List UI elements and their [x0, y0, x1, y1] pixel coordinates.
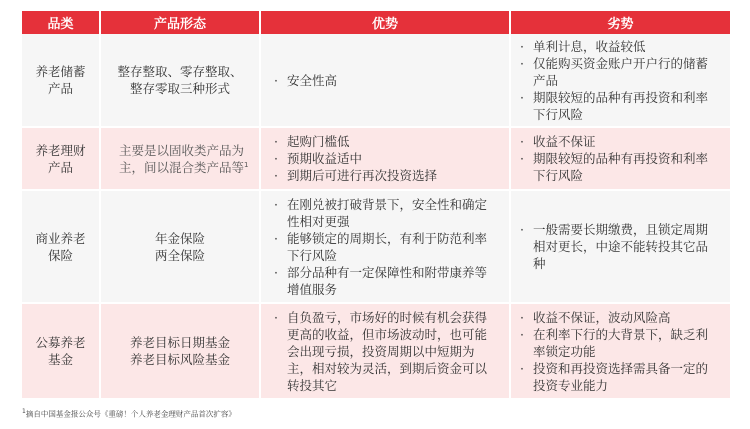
product-form-cell: 养老目标日期基金 养老目标风险基金 [100, 303, 260, 399]
list-item: · 期限较短的品种有再投资和利率下行风险 [517, 150, 720, 184]
list-item: · 收益不保证 [517, 133, 720, 150]
advantages-cell [260, 127, 510, 190]
list-item: · 期限较短的品种有再投资和利率下行风险 [517, 89, 720, 123]
table-row [22, 127, 730, 190]
category-cell: 公募养老 基金 [22, 303, 100, 399]
product-form-cell: 年金保险 两全保险 [100, 190, 260, 303]
disadvantages-cell [510, 127, 730, 190]
list-item: · 预期收益适中 [271, 150, 499, 167]
table-header-row [22, 11, 730, 34]
list-item: · 一般需要长期缴费，且锁定周期相对更长，中途不能转投其它品种 [517, 221, 720, 272]
footnote [22, 408, 236, 420]
list-item: · 起购门槛低 [271, 133, 499, 150]
header-advantages: 优势 [260, 11, 510, 34]
comparison-table [22, 11, 730, 400]
disadvantages-cell [510, 190, 730, 303]
footnote-text: 摘自中国基金报公众号《重磅！个人养老金理财产品首次扩容》 [25, 409, 236, 419]
table-row [22, 303, 730, 399]
category-cell: 养老储蓄 产品 [22, 34, 100, 127]
disadvantages-cell [510, 303, 730, 399]
product-form-cell: 主要是以固收类产品为 主，间以混合类产品等$^1$ [100, 127, 260, 190]
header-category: 品类 [22, 11, 100, 34]
list-item: · 到期后可进行再次投资选择 [271, 167, 499, 184]
header-product-form: 产品形态 [100, 11, 260, 34]
list-item: · 安全性高 [271, 72, 499, 89]
header-disadvantages: 劣势 [510, 11, 730, 34]
list-item: · 仅能购买资金账户开户行的储蓄产品 [517, 55, 720, 89]
disadvantages-cell [510, 34, 730, 127]
advantages-cell [260, 34, 510, 127]
list-item: · 部分品种有一定保障性和附带康养等增值服务 [271, 264, 499, 298]
footnote-marker: 1 [244, 160, 249, 169]
list-item: · 在刚兑被打破背景下，安全性和确定性相对更强 [271, 196, 499, 230]
footnote-marker: 1 [22, 408, 26, 415]
list-item: · 能够锁定的周期长，有利于防范利率下行风险 [271, 230, 499, 264]
table-row [22, 190, 730, 303]
category-cell: 养老理财 产品 [22, 127, 100, 190]
table-row [22, 34, 730, 127]
advantages-cell [260, 303, 510, 399]
advantages-cell [260, 190, 510, 303]
list-item: · 在利率下行的大背景下，缺乏利率锁定功能 [517, 326, 720, 360]
list-item: · 自负盈亏，市场好的时候有机会获得更高的收益，但市场波动时，也可能会出现亏损，投资周期以中短期为主，相对较为灵活，到期后资金可以转投其它 [271, 309, 499, 394]
list-item: · 投资和再投资选择需具备一定的投资专业能力 [517, 360, 720, 394]
category-cell: 商业养老 保险 [22, 190, 100, 303]
list-item: · 单利计息，收益较低 [517, 38, 720, 55]
list-item: · 收益不保证，波动风险高 [517, 309, 720, 326]
product-form-cell: 整存整取、零存整取、 整存零取三种形式 [100, 34, 260, 127]
